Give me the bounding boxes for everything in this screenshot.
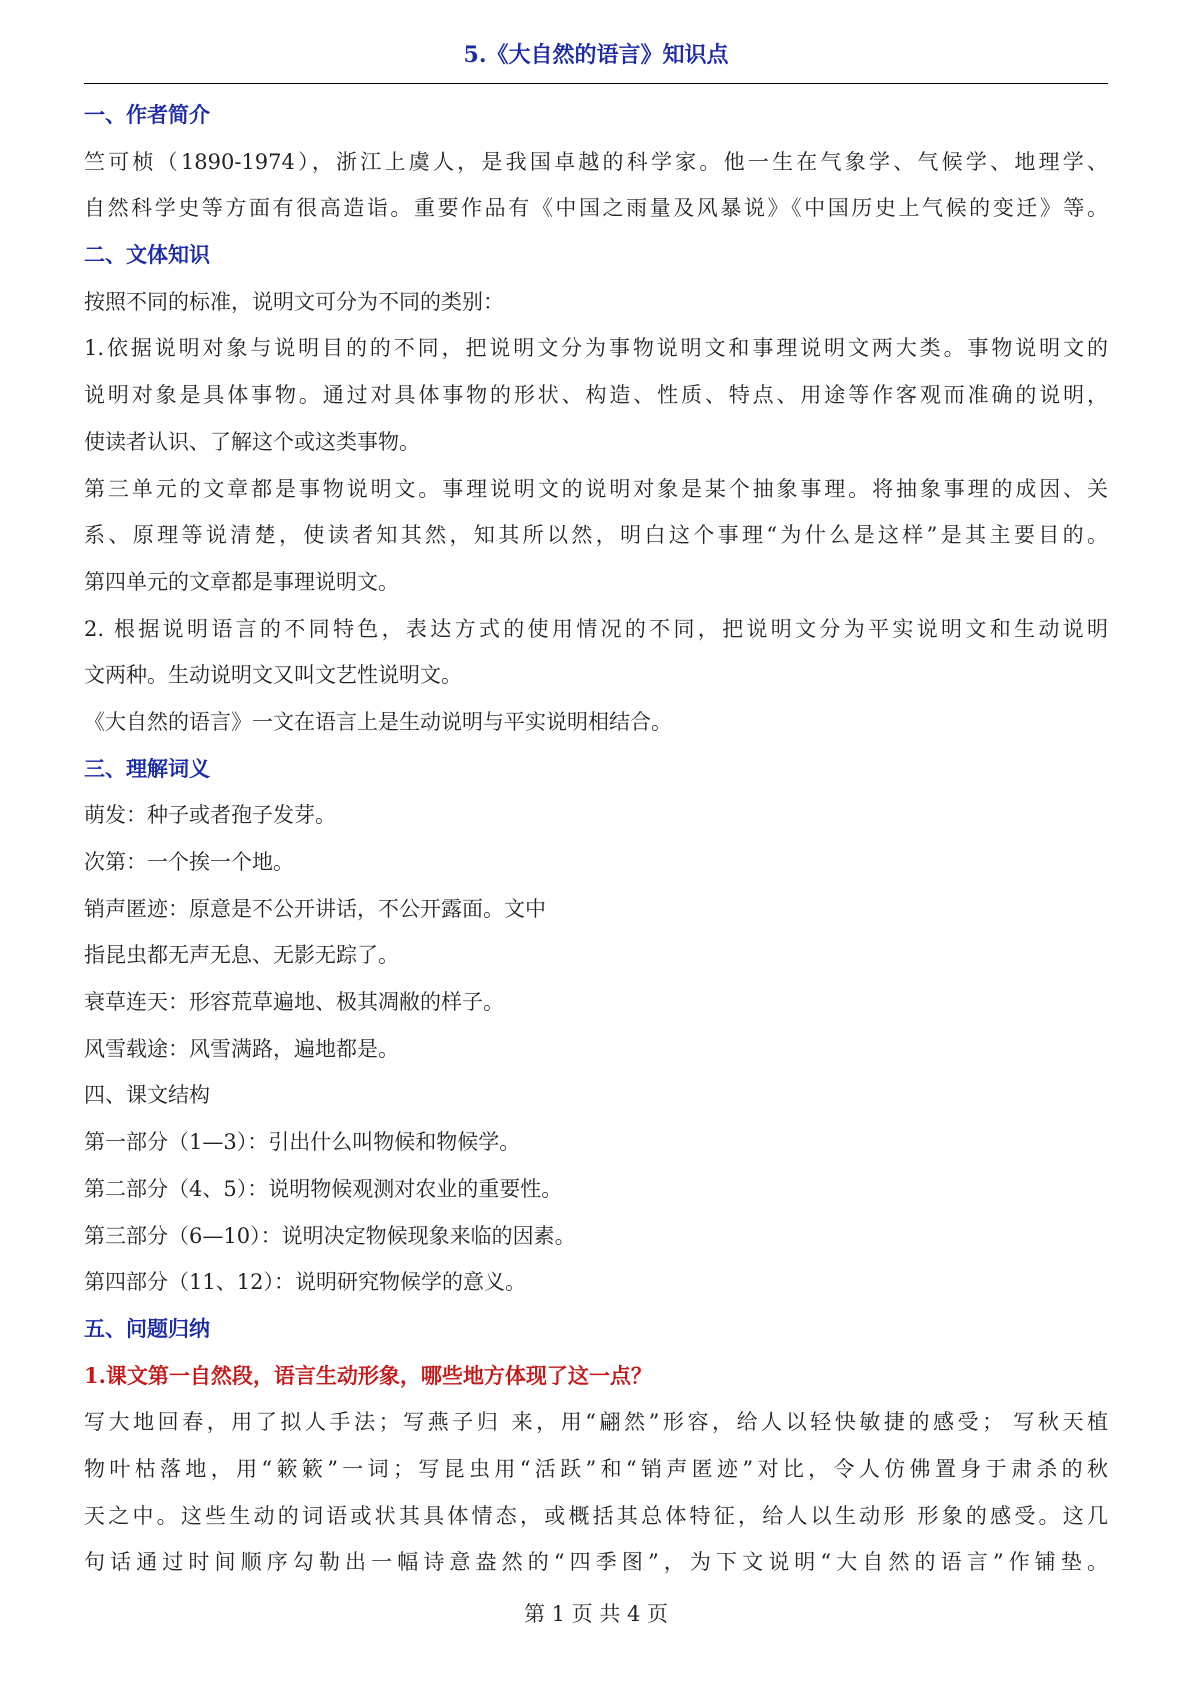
- body-text-line: 风雪载途：风雪满路，遍地都是。: [84, 1036, 399, 1061]
- body-text-line: 1.依据说明对象与说明目的的不同，把说明文分为事物说明文和事理说明文两大类。事物说明文的: [84, 336, 1108, 361]
- page-footer: 第 1 页 共 4 页: [523, 1602, 669, 1626]
- body-text-line: 销声匿迹：原意是不公开讲话，不公开露面。文中: [84, 896, 546, 921]
- body-text-line: 第四单元的文章都是事理说明文。: [84, 569, 399, 594]
- body-text-line: 衰草连天：形容荒草遍地、极其凋敝的样子。: [84, 990, 504, 1015]
- body-text-line: 天之中。这些生动的词语或状其具体情态，或概括其总体特征，给人以生动形 形象的感受。这几: [84, 1503, 1108, 1528]
- section-heading: 一、作者简介: [84, 102, 210, 127]
- section-heading: 五、问题归纳: [84, 1315, 210, 1341]
- body-text-line: 自然科学史等方面有很高造诣。重要作品有《中国之雨量及风暴说》《中国历史上气候的变迁》等。: [84, 196, 1108, 221]
- body-text-line: 第三单元的文章都是事物说明文。事理说明文的说明对象是某个抽象事理。将抽象事理的成因、关: [84, 476, 1108, 501]
- body-text-line: 四、课文结构: [84, 1083, 210, 1108]
- body-text-line: 系、原理等说清楚，使读者知其然，知其所以然，明白这个事理“为什么是这样”是其主要目的。: [84, 523, 1108, 548]
- body-text-line: 第一部分（1—3）：引出什么叫物候和物候学。: [84, 1130, 521, 1155]
- body-text-line: 第二部分（4、5）：说明物候观测对农业的重要性。: [84, 1176, 563, 1201]
- body-text-line: 第四部分（11、12）：说明研究物候学的意义。: [84, 1270, 526, 1295]
- body-text-line: 次第：一个挨一个地。: [84, 850, 294, 874]
- body-text-line: 物叶枯落地，用“簌簌”一词；写昆虫用“活跃”和“销声匿迹”对比，令人仿佛置身于肃杀的秋: [84, 1456, 1108, 1481]
- body-text-line: 说明对象是具体事物。通过对具体事物的形状、构造、性质、特点、用途等作客观而准确的说明，: [84, 383, 1108, 408]
- body-text-line: 《大自然的语言》一文在语言上是生动说明与平实说明相结合。: [84, 709, 672, 734]
- body-text-line: 第三部分（6—10）：说明决定物候现象来临的因素。: [84, 1223, 576, 1248]
- body-text-line: 文两种。生动说明文又叫文艺性说明文。: [84, 663, 462, 688]
- body-text-line: 2. 根据说明语言的不同特色，表达方式的使用情况的不同，把说明文分为平实说明文和生动说明: [84, 616, 1108, 641]
- document-title: 5.《大自然的语言》知识点: [463, 42, 729, 68]
- question-heading: 1.课文第一自然段，语言生动形象，哪些地方体现了这一点？: [84, 1362, 652, 1388]
- section-heading: 三、理解词义: [84, 755, 210, 781]
- body-text-line: 萌发：种子或者孢子发芽。: [84, 803, 336, 828]
- body-text-line: 竺可桢（1890-1974），浙江上虞人，是我国卓越的科学家。他一生在气象学、气候学、地理学、: [84, 149, 1108, 174]
- body-text-line: 使读者认识、了解这个或这类事物。: [84, 429, 420, 454]
- body-text-line: 指昆虫都无声无息、无影无踪了。: [84, 943, 399, 968]
- document-body: [84, 92, 1108, 1586]
- body-text-line: 写大地回春，用了拟人手法；写燕子归 来，用“翩然”形容，给人以轻快敏捷的感受； 写秋天植: [84, 1410, 1108, 1435]
- body-text-line: 按照不同的标准，说明文可分为不同的类别：: [84, 289, 504, 314]
- section-heading: 二、文体知识: [84, 242, 210, 268]
- title-divider: [84, 83, 1108, 84]
- body-text-line: 句话通过时间顺序勾勒出一幅诗意盎然的“四季图”，为下文说明“大自然的语言”作铺垫。: [84, 1550, 1108, 1575]
